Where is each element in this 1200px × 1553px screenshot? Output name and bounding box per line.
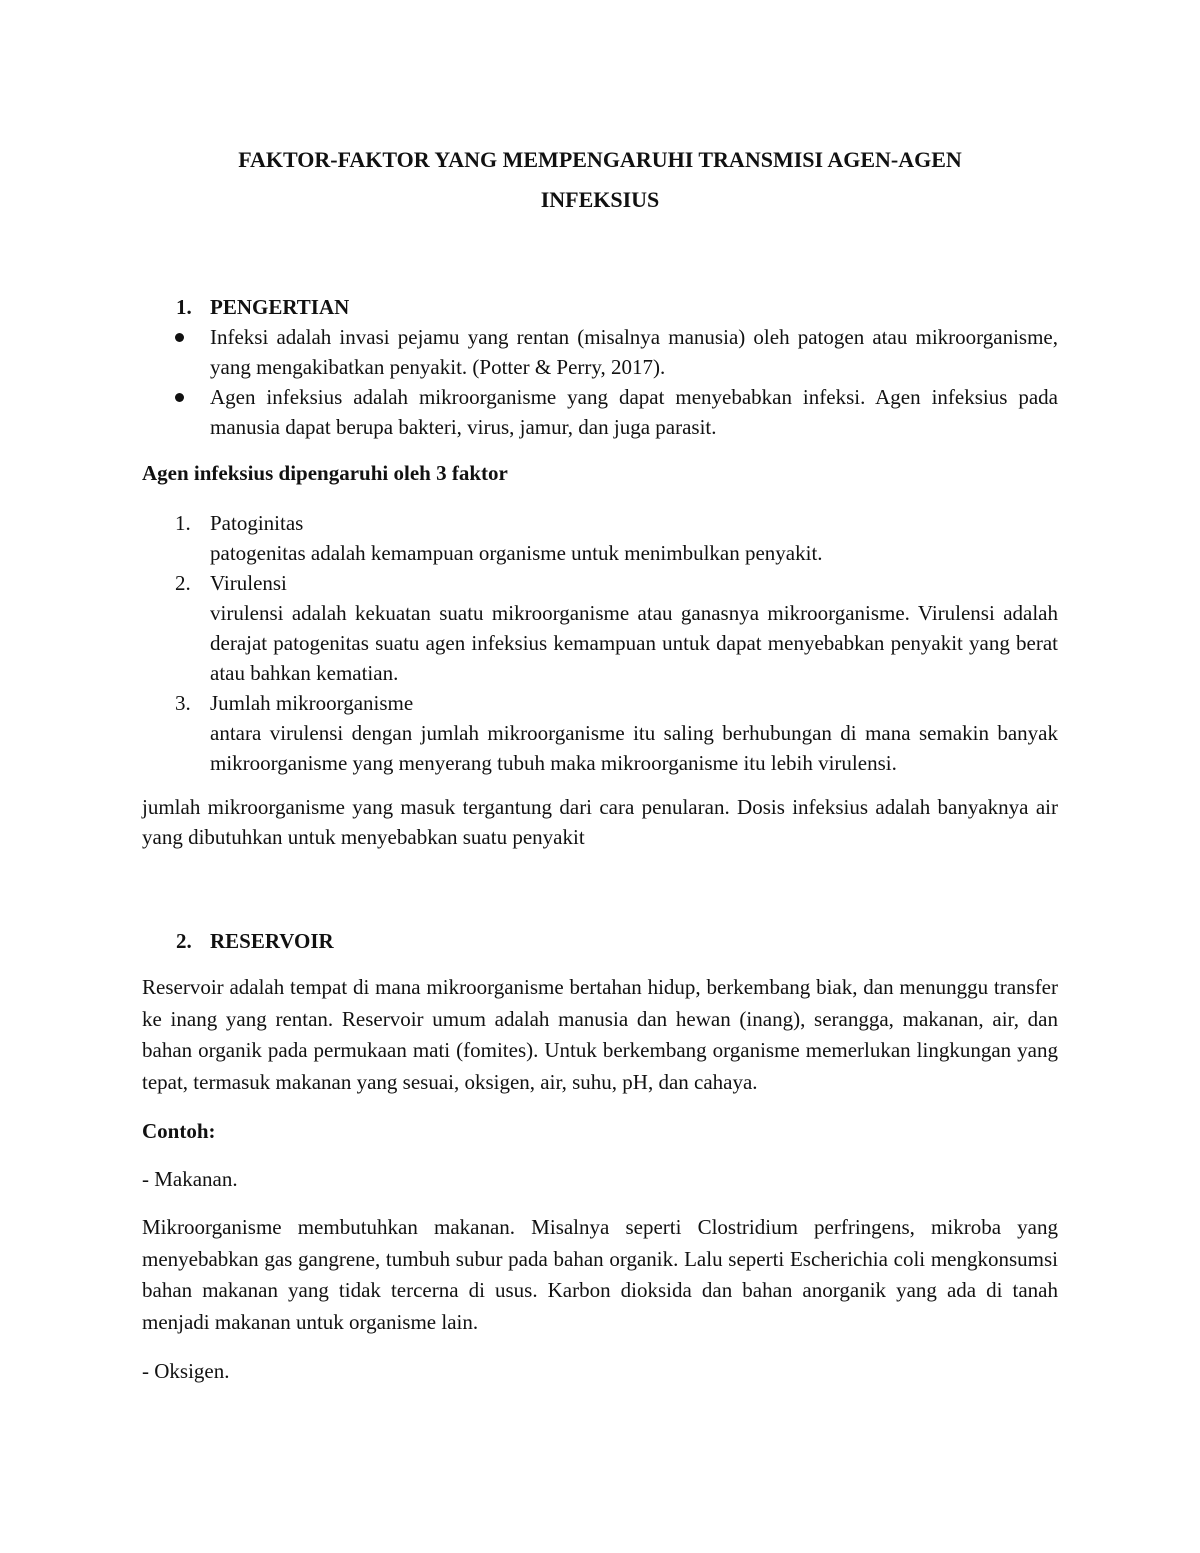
- section-1-number: 1.: [176, 295, 192, 319]
- factor-number: 3.: [175, 691, 191, 715]
- title-line-1: FAKTOR-FAKTOR YANG MEMPENGARUHI TRANSMISI AGEN-AGEN: [238, 147, 962, 172]
- factor-desc: patogenitas adalah kemampuan organisme untuk menimbulkan penyakit.: [210, 541, 823, 565]
- closing-paragraph: jumlah mikroorganisme yang masuk tergantung dari cara penularan. Dosis infeksius adalah banyaknya air yang dibutuhkan untuk menyebabkan suatu penyakit: [142, 795, 1058, 849]
- title-line-2: INFEKSIUS: [540, 187, 660, 212]
- factors-heading: Agen infeksius dipengaruhi oleh 3 faktor: [142, 461, 508, 485]
- example-heading: Contoh:: [142, 1119, 216, 1143]
- factor-item: [142, 508, 1058, 568]
- factor-name: Virulensi: [210, 571, 287, 595]
- factor-desc: antara virulensi dengan jumlah mikroorganisme itu saling berhubungan di mana semakin banyak mikroorganisme yang menyerang tubuh maka mikroorganisme itu lebih virulensi.: [210, 721, 1058, 775]
- bullet-text: Infeksi adalah invasi pejamu yang rentan (misalnya manusia) oleh patogen atau mikroorganisme, yang mengakibatkan penyakit. (Potter & Perry, 2017).: [210, 325, 1058, 379]
- section-2-number: 2.: [176, 929, 192, 953]
- document-page: [142, 140, 1058, 1386]
- bullet-icon: [175, 333, 184, 342]
- reservoir-paragraph: Reservoir adalah tempat di mana mikroorganisme bertahan hidup, berkembang biak, dan menunggu transfer ke inang yang rentan. Reservoir umum adalah manusia dan hewan (inang), serangga, makanan, air, dan bahan organik pada permukaan mati (fomites). Untuk berkembang organisme memerlukan lingkungan yang tepat, termasuk makanan yang sesuai, oksigen, air, suhu, pH, dan cahaya.: [142, 975, 1058, 1094]
- factor-name: Patoginitas: [210, 511, 304, 535]
- factor-number: 2.: [175, 571, 191, 595]
- example-item-label: - Oksigen.: [142, 1359, 230, 1383]
- example-item-label: - Makanan.: [142, 1167, 238, 1191]
- bullet-item: [142, 382, 1058, 442]
- definition-bullets: [142, 322, 1058, 442]
- bullet-text: Agen infeksius adalah mikroorganisme yang dapat menyebabkan infeksi. Agen infeksius pada manusia dapat berupa bakteri, virus, jamur, dan juga parasit.: [210, 385, 1058, 439]
- document-title: [142, 140, 1058, 220]
- section-2-heading: [142, 926, 1058, 956]
- example-item-body: Mikroorganisme membutuhkan makanan. Misalnya seperti Clostridium perfringens, mikroba yang menyebabkan gas gangrene, tumbuh subur pada bahan organik. Lalu seperti Escherichia coli mengkonsumsi bahan makanan yang tidak tercerna di usus. Karbon dioksida dan bahan anorganik yang ada di tanah menjadi makanan untuk organisme lain.: [142, 1215, 1058, 1334]
- factor-name: Jumlah mikroorganisme: [210, 691, 414, 715]
- section-2-title: RESERVOIR: [210, 929, 334, 953]
- bullet-icon: [175, 393, 184, 402]
- factor-item: [142, 688, 1058, 778]
- section-1-heading: [142, 292, 1058, 322]
- bullet-item: [142, 322, 1058, 382]
- factors-list: [142, 508, 1058, 778]
- factor-number: 1.: [175, 511, 191, 535]
- section-1-title: PENGERTIAN: [210, 295, 350, 319]
- factor-item: [142, 568, 1058, 688]
- factor-desc: virulensi adalah kekuatan suatu mikroorganisme atau ganasnya mikroorganisme. Virulensi adalah derajat patogenitas suatu agen infeksius kemampuan untuk dapat menyebabkan penyakit yang berat atau bahkan kematian.: [210, 601, 1058, 685]
